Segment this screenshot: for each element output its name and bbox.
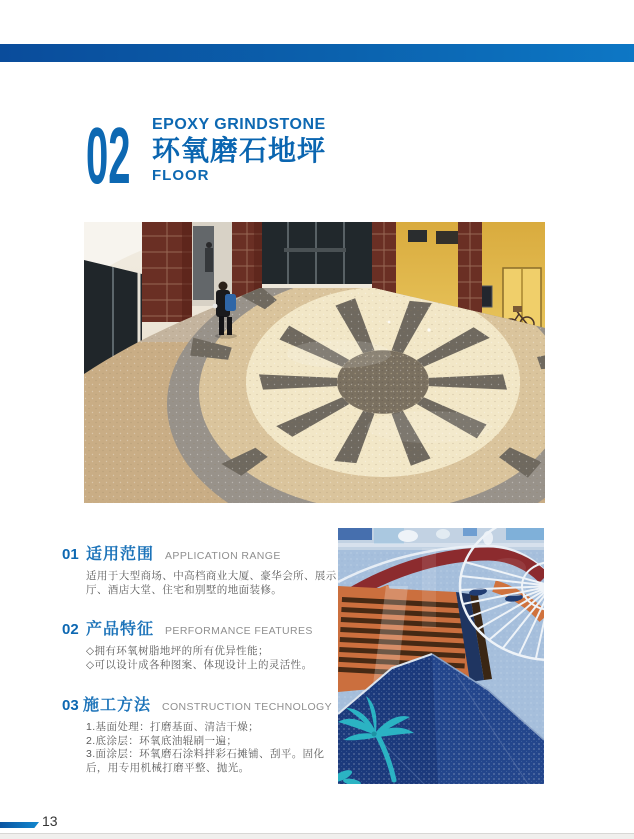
blue-floor-graphic <box>338 528 544 784</box>
chapter-title-english: EPOXY GRINDSTONE <box>152 116 326 133</box>
section-performance-features <box>62 616 332 672</box>
section-body-text: 1.基面处理：打磨基面、清洁干燥； <box>86 721 260 733</box>
section-body-text: 3.面涂层：环氧磨石涂料拌彩石摊铺、刮平。固化后，用专用机械打磨平整、抛光。 <box>86 748 325 774</box>
section-body-text: 2.底涂层：环氧底油辊刷一遍； <box>86 734 238 747</box>
section-title-en: CONSTRUCTION TECHNOLOGY <box>161 701 332 713</box>
section-body-text: ◇可以设计成各种图案、体现设计上的灵活性。 <box>86 658 313 671</box>
section-body-text: ◇拥有环氧树脂地坪的所有优异性能； <box>86 645 269 657</box>
chapter-title-block <box>152 116 326 184</box>
section-body-text: 适用于大型商场、中高档商业大厦、豪华会所、展示厅、酒店大堂、住宅和别墅的地面装修。 <box>86 570 337 596</box>
top-gradient-banner <box>0 44 634 62</box>
chapter-number: 02 <box>86 111 131 200</box>
footer-accent-bar <box>0 822 39 828</box>
section-number: 02 <box>62 621 79 638</box>
section-title-zh: 适用范围 <box>86 546 155 563</box>
atrium-photo-graphic <box>84 222 545 503</box>
atrium-terrazzo-photo <box>84 222 545 503</box>
section-number: 01 <box>62 546 79 563</box>
blue-terrazzo-palm-photo <box>338 528 544 784</box>
section-title-zh: 产品特征 <box>86 621 155 638</box>
section-construction-technology <box>62 692 332 775</box>
section-title-zh: 施工方法 <box>82 697 151 714</box>
chapter-subtitle-english: FLOOR <box>152 167 210 184</box>
bottom-edge-strip <box>0 833 634 839</box>
section-title-en: APPLICATION RANGE <box>165 550 281 562</box>
section-title-en: PERFORMANCE FEATURES <box>165 625 313 637</box>
section-application-range <box>62 541 337 597</box>
section-number: 03 <box>62 697 79 714</box>
page-number: 13 <box>42 813 58 829</box>
chapter-title-chinese: 环氧磨石地坪 <box>152 135 327 166</box>
